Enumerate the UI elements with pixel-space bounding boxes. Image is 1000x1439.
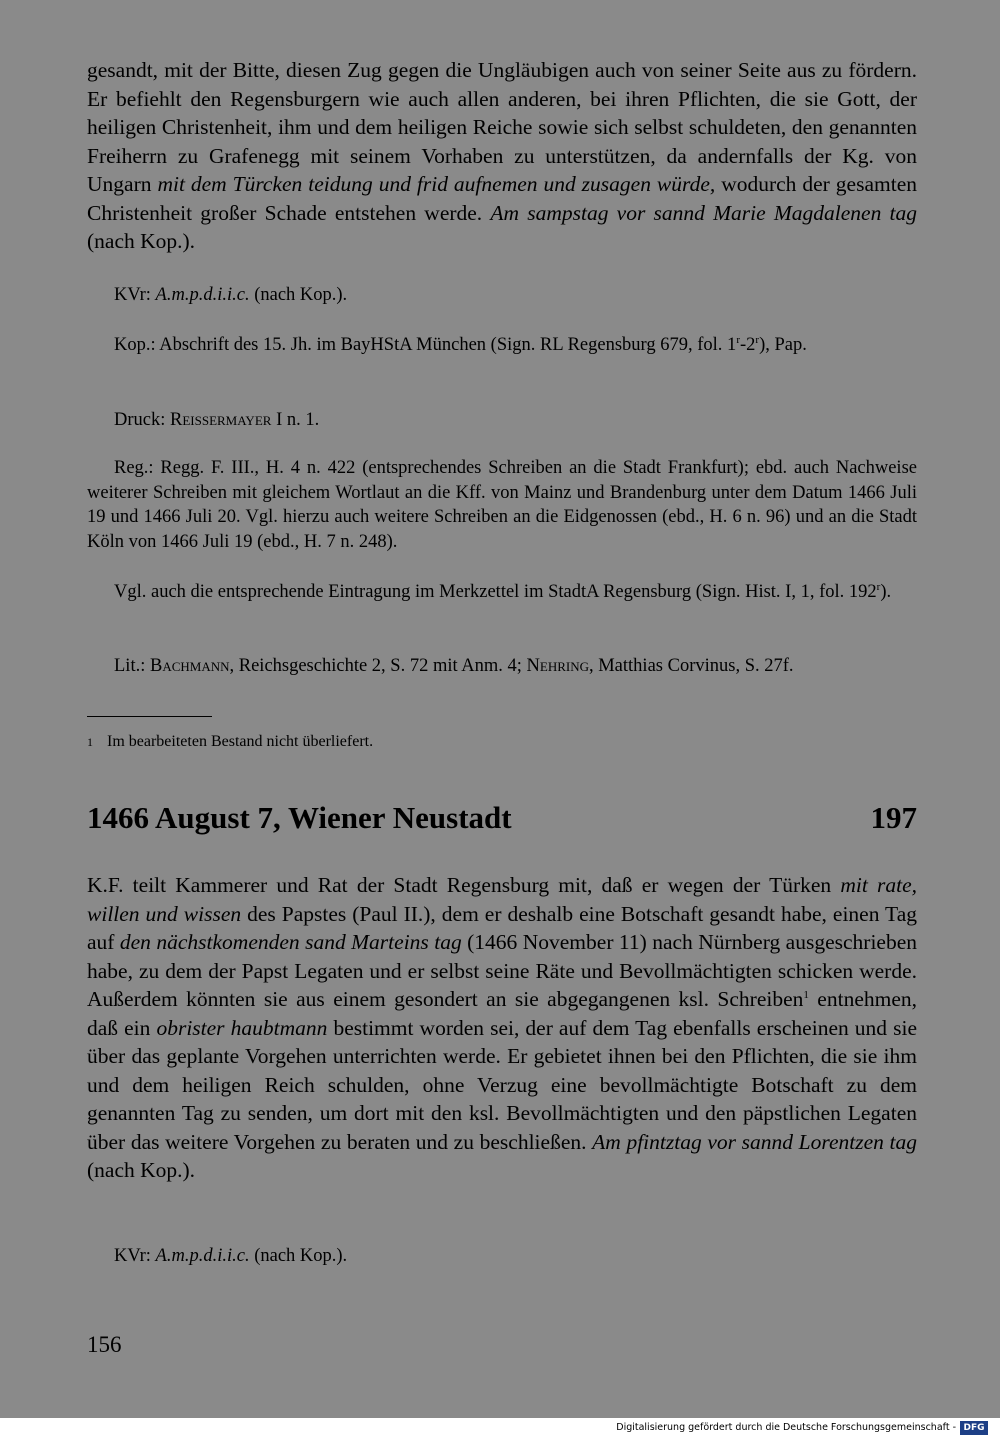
summary-paragraph	[87, 871, 917, 1185]
text-run: bestimmt worden sei, der auf dem Tag ebenfalls erscheinen und sie über das geplante Vorgehen unterrichten werde. Er gebietet ihnen bei den Pflichten, die sie ihm und dem heiligen Reich schulden, ohne Verzug eine bevollmächtigte Botschaft zu dem genannten Tag zu senden, um dort mit den ksl. Bevollmächtigten und den päpstlichen Legaten über das weitere Vorgehen zu beraten und zu beschließen.	[87, 1015, 918, 1154]
author-name: Bachmann	[149, 656, 230, 676]
quote-run: obrister haubtmann	[156, 1015, 328, 1040]
text-run: K.F. teilt Kammerer und Rat der Stadt Regensburg mit, daß er wegen der Türken	[87, 873, 841, 897]
text-run: -2	[739, 335, 756, 355]
text-run: , Matthias Corvinus, S. 27f.	[588, 656, 794, 676]
date-quote-run: Am pfintztag vor sannd Lorentzen tag	[592, 1129, 917, 1154]
footnote-number: 1	[87, 735, 93, 749]
vgl-note	[87, 580, 917, 605]
footnote-ref: 1	[803, 988, 809, 1001]
text-run: Kop.: Abschrift des 15. Jh. im BayHStA München (Sign. RL Regensburg 679, fol. 1	[114, 335, 737, 355]
prev-kvr-note	[87, 283, 917, 308]
prev-entry-summary	[87, 56, 917, 256]
druck-note	[87, 408, 917, 433]
quote-run: mit dem Türcken teidung und frid aufnemen und zusagen würde,	[157, 172, 716, 196]
text-run: ), Pap.	[759, 335, 807, 355]
date-quote-run: den nächstkomenden sand Marteins tag	[119, 930, 462, 954]
text-run: I n. 1.	[271, 410, 320, 430]
kop-note	[87, 333, 917, 358]
text-run: , Reichsgeschichte 2, S. 72 mit Anm. 4;	[229, 656, 527, 676]
reg-note: Reg.: Regg. F. III., H. 4 n. 422 (entsprechendes Schreiben an die Stadt Frankfurt); ebd. auch Nachweise weiterer Schreiben mit gleichem Wortlaut an die Kff. von Mainz und Brandenburg unter dem Datum 1466 Juli 19 und 1466 Juli 20. Vgl. hierzu auch weitere Schreiben an die Eidgenossen (ebd., H. 6 n. 96) und an die Stadt Köln von 1466 Juli 19 (ebd., H. 7 n. 248).	[87, 458, 917, 552]
author-name: Reissermayer	[170, 410, 272, 430]
text-run: wodurch der gesamten Christenheit großer Schade entstehen werde.	[87, 172, 917, 225]
entry-summary	[87, 871, 917, 1185]
entry-heading	[87, 798, 917, 838]
footnote-text: Im bearbeiteten Bestand nicht überliefert.	[107, 733, 374, 750]
date-quote-run: Am sampstag vor sannd Marie Magdalenen tag	[490, 200, 917, 225]
superscript: r	[755, 333, 760, 346]
text-run: entnehmen, daß ein	[87, 987, 918, 1040]
summary-paragraph	[87, 56, 917, 256]
author-name: Nehring	[526, 656, 589, 676]
entry-number: 197	[870, 800, 917, 835]
text-run: (nach Kop.).	[249, 285, 348, 305]
footnote-divider	[87, 716, 212, 717]
text-run: Vgl. auch die entsprechende Eintragung im Merkzettel im StadtA Regensburg (Sign. Hist. I, 1, fol. 192	[114, 582, 877, 602]
text-run: Druck:	[114, 410, 170, 430]
entry-kvr-note	[87, 1244, 917, 1269]
text-run: (nach Kop.).	[87, 229, 196, 253]
abbrev-run: A.m.p.d.i.i.c.	[155, 285, 250, 305]
text-run: ).	[880, 582, 892, 602]
dfg-logo: DFG	[960, 1421, 988, 1435]
text-run: (nach Kop.).	[249, 1246, 348, 1266]
text-run: (1466 November 11) nach Nürnberg ausgeschrieben habe, zu dem der Papst Legaten und er selbst seine Räte und Bevollmächtigten schicken werde. Außerdem könnten sie aus einem gesondert an sie abgegangenen ksl. Schreiben	[87, 930, 918, 1011]
quote-run: mit rate, willen und wissen	[87, 873, 917, 926]
funding-credit: Digitalisierung gefördert durch die Deutsche Forschungsgemeinschaft -	[616, 1422, 956, 1433]
text-run: KVr:	[114, 1246, 156, 1266]
lit-note	[87, 654, 917, 679]
entry-date-place: 1466 August 7, Wiener Neustadt	[87, 800, 512, 835]
text-run: gesandt, mit der Bitte, diesen Zug gegen die Ungläubigen auch von seiner Seite aus zu fördern. Er befiehlt den Regensburgern wie auch allen anderen, bei ihren Pflichten, die sie Gott, der heiligen Christenheit, ihm und dem heiligen Reiche sowie sich selbst schuldeten, den genannten Freiherrn zu Grafenegg mit seinem Vorhaben zu unterstützen, da andernfalls der Kg. von Ungarn	[87, 58, 917, 196]
superscript: r	[736, 333, 740, 346]
text-run: Lit.:	[114, 656, 150, 676]
text-run: (nach Kop.).	[87, 1158, 196, 1182]
abbrev-run: A.m.p.d.i.i.c.	[155, 1246, 250, 1266]
page-number: 156	[87, 1332, 122, 1357]
text-run: des Papstes (Paul II.), dem er deshalb eine Botschaft gesandt habe, einen Tag auf	[87, 901, 917, 954]
superscript: r	[876, 580, 881, 593]
text-run: KVr:	[114, 285, 156, 305]
footnote	[87, 732, 917, 752]
